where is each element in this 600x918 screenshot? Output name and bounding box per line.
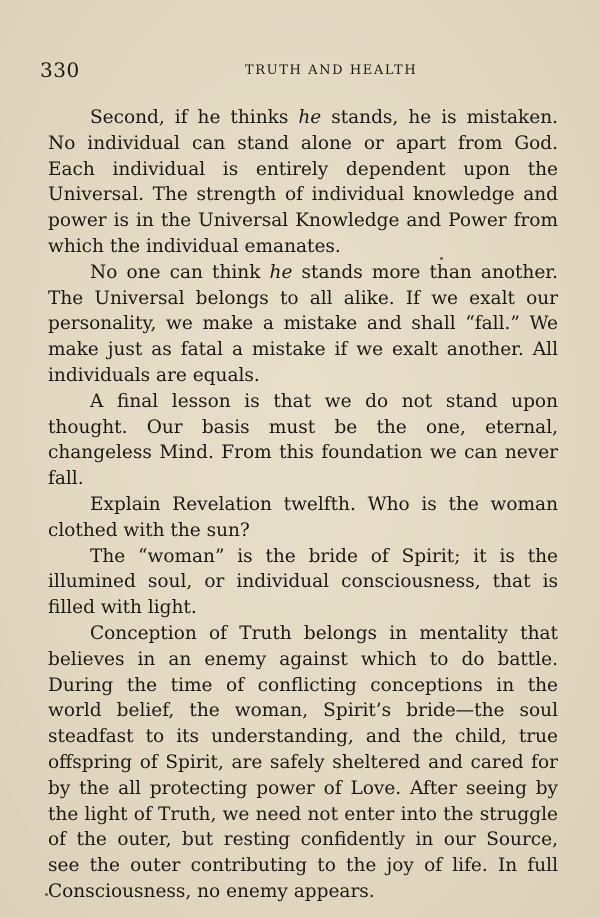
paragraph: The “woman” is the bride of Spirit; it is the illumined soul, or individual consciousness, that is filled with light.: [48, 545, 558, 619]
page-header: [40, 58, 558, 88]
ink-speck: [45, 893, 48, 896]
page-number: 330: [40, 58, 80, 82]
ink-speck: [440, 257, 443, 260]
question-paragraph: Explain Revelation twelfth. Who is the woman clothed with the sun?: [48, 493, 558, 541]
paragraph: Second, if he thinks he stands, he is mistaken. No individual can stand alone or apart from God. Each individual is entirely dependent upon the Universal. The strength of individual knowledge and power is in the Universal Knowledge and Power from which the individual emanates.: [48, 107, 558, 257]
paragraph: Conception of Truth belongs in mentality that believes in an enemy against which to do battle. During the time of conflicting conceptions in the world belief, the woman, Spirit’s bride—the soul steadfast to its understanding, and the child, true offspring of Spirit, are safely sheltered and cared for by the all protecting power of Love. After seeing by the light of Truth, we need not enter into the struggle of the outer, but resting confidently in our Source, see the outer contributing to the joy of life. In full Consciousness, no enemy appears.: [48, 622, 558, 902]
running-head: TRUTH AND HEALTH: [245, 63, 418, 78]
paragraph: No one can think he stands more than another. The Universal belongs to all alike. If we exalt our personality, we make a mistake and shall “fall.” We make just as fatal a mistake if we exalt another. All individuals are equals.: [48, 261, 558, 386]
body-text: [48, 105, 558, 905]
paragraph: A final lesson is that we do not stand upon thought. Our basis must be the one, eternal, changeless Mind. From this foundation we can never fall.: [48, 390, 558, 490]
